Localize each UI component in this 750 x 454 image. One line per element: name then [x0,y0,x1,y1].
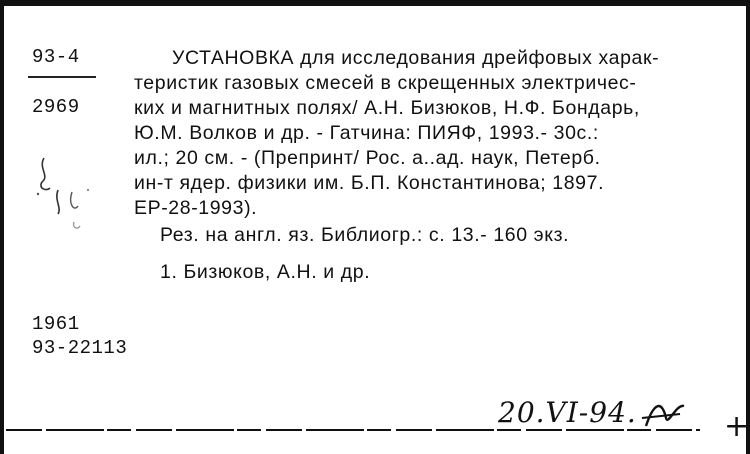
card-number: 2969 [32,96,80,118]
summary-line: Рез. на англ. яз. Библиогр.: с. 13.- 160 экз. [160,224,570,246]
card-left-edge [0,0,4,454]
body-line-4: Ю.М. Волков и др. - Гатчина: ПИЯФ, 1993.- 30с.: [134,122,599,144]
body-line-7: EP-28-1993). [134,197,258,219]
pencil-mark [28,148,98,238]
record-id: 93-22113 [32,337,128,359]
body-line-1: УСТАНОВКА для исследования дрейфовых харак- [172,47,660,69]
class-code: 93-4 [32,46,80,68]
class-code-rule [28,76,96,78]
card-top-edge [0,0,750,6]
body-line-5: ил.; 20 см. - (Препринт/ Рос. а..ад. наук, Петерб. [134,147,601,169]
margin-plus-mark: + [724,409,750,444]
body-line-2: теристик газовых смесей в скрещенных электричес- [134,72,637,94]
bottom-rule [0,424,750,436]
body-line-3: ких и магнитных полях/ А.Н. Бизюков, Н.Ф. Бондарь, [134,97,640,119]
body-line-6: ин-т ядер. физики им. Б.П. Константинова; 1897. [134,172,605,194]
card-right-edge [746,0,750,454]
year: 1961 [32,313,80,335]
handwritten-date: 20.VI-94. [498,396,637,429]
index-entry: 1. Бизюков, А.Н. и др. [160,261,371,283]
